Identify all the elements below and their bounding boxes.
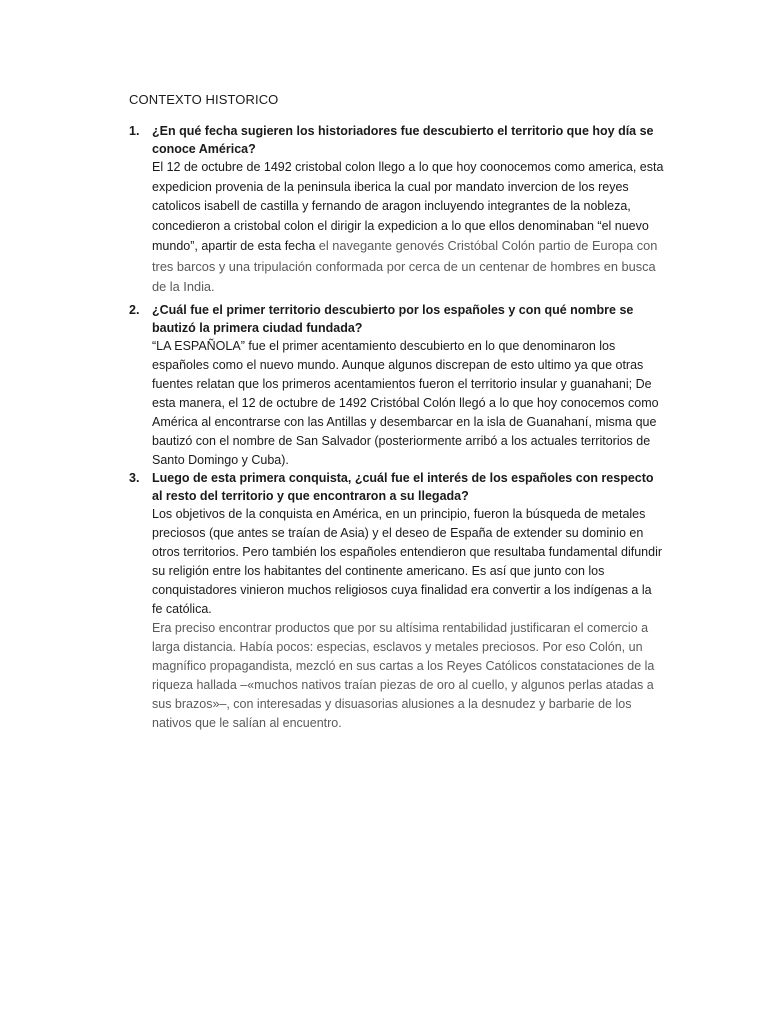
question-content (152, 469, 664, 733)
answer-quoted-paragraph: Era preciso encontrar productos que por su altísima rentabilidad justificaran el comercio a larga distancia. Había pocos: especias, esclavos y metales preciosos. Por eso Colón, un magnífico propagandista, mezcló en sus cartas a los Reyes Católicos constataciones de la riqueza hallada –«muchos nativos traían piezas de oro al cuello, y algunos perlas atadas a sus brazos»–, con interesadas y disuasorias alusiones a la desnudez y barbarie de los nativos que le salían al encuentro. (152, 621, 655, 730)
answer-paragraph: Los objetivos de la conquista en América, en un principio, fueron la búsqueda de metales preciosos (que antes se traían de Asia) y el deseo de España de extender su dominio en otros territorios. Pero también los españoles entendieron que resultaba fundamental difundir su religión entre los habitantes del continente americano. Es así que junto con los conquistadores vinieron muchos religiosos cuya finalidad era convertir a los indígenas a la fe católica. (152, 507, 663, 616)
question-number: 3. (129, 471, 140, 485)
question-heading: Luego de esta primera conquista, ¿cuál fue el interés de los españoles con respecto al resto del territorio y que encontraron a su llegada? (152, 471, 654, 503)
answer-text: El 12 de octubre de 1492 cristobal colon llego a lo que hoy coonocemos como america, esta expedicion provenia de la peninsula iberica la cual por mandato invercion de los reyes catolicos isabell de castilla y fernando de aragon incluyendo integrantes de la nobleza, concedieron a cristobal colon el dirigir la expedicion a lo que ellos denominaban “el nuevo mundo”, apartir de esta fecha (152, 160, 664, 253)
question-number: 1. (129, 124, 140, 138)
answer-quoted-text: el navegante genovés Cristóbal Colón partio de Europa con tres barcos y una tripulación conformada por cerca de un centenar de hombres en busca de la India. (152, 238, 658, 294)
question-number: 2. (129, 303, 140, 317)
document-title: CONTEXTO HISTORICO (129, 92, 279, 107)
question-heading: ¿Cuál fue el primer territorio descubierto por los españoles y con qué nombre se bautizó la primera ciudad fundada? (152, 303, 634, 335)
answer-paragraph: “LA ESPAÑOLA” fue el primer acentamiento descubierto en lo que denominaron los españoles como el nuevo mundo. Aunque algunos discrepan de esto ultimo ya que otras fuentes relatan que los primeros acentamientos fueron el territorio insular y guanahani; De esta manera, el 12 de octubre de 1492 Cristóbal Colón llegó a lo que hoy conocemos como América al encontrarse con las Antillas y desembarcar en la isla de Guanahaní, misma que bautizó con el nombre de San Salvador (posteriormente arribó a los actuales territorios de Santo Domingo y Cuba). (152, 339, 659, 467)
question-heading: ¿En qué fecha sugieren los historiadores fue descubierto el territorio que hoy día se conoce América? (152, 124, 654, 156)
question-content (152, 301, 664, 470)
question-content (152, 122, 664, 298)
answer-paragraph (152, 158, 664, 298)
